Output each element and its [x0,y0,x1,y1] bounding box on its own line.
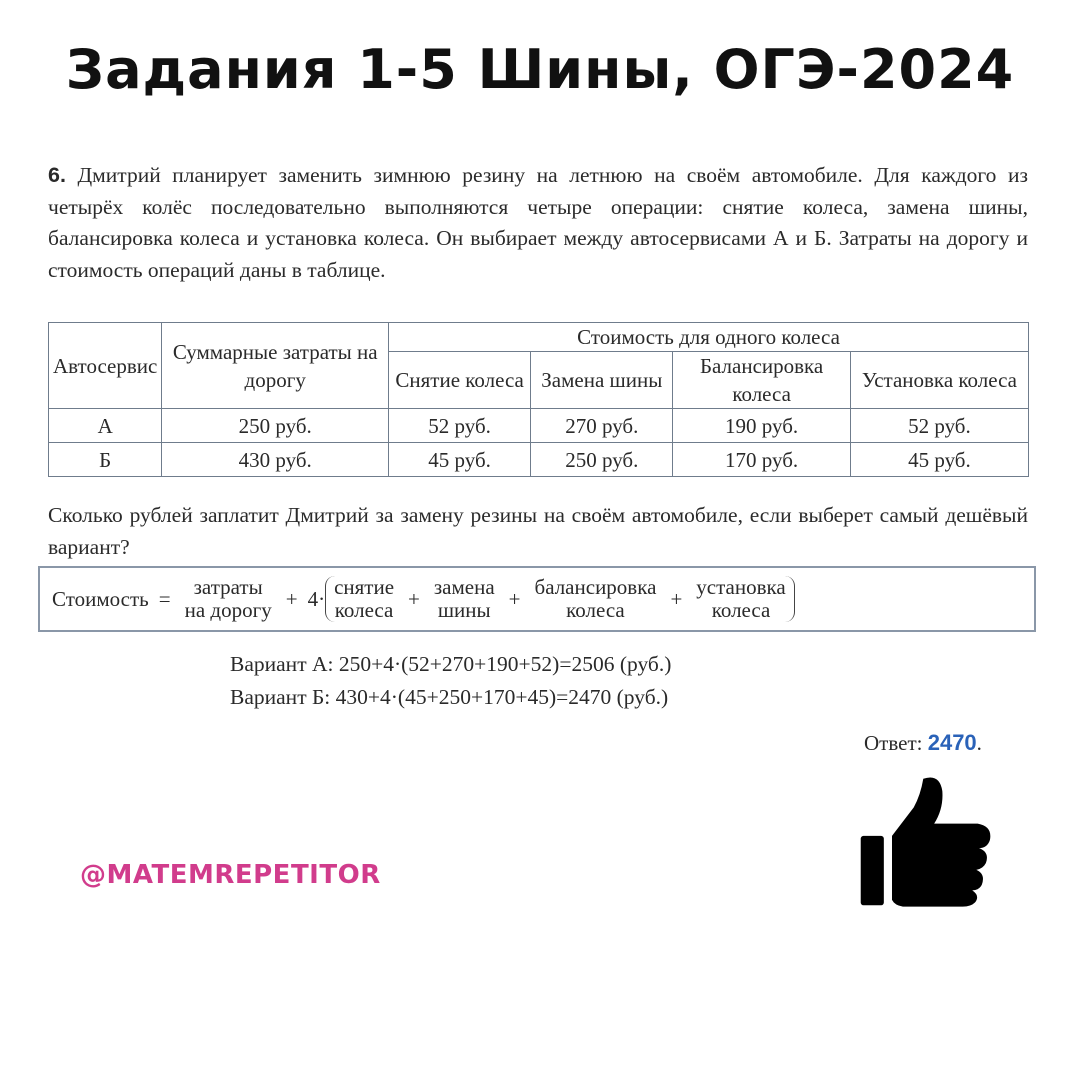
page-title: Задания 1-5 Шины, ОГЭ-2024 [65,38,1015,101]
formula-balance: балансировка колеса [534,575,657,622]
formula-plus: + [285,586,298,611]
cell-balance: 190 руб. [673,409,850,443]
solution-variants [230,648,671,714]
thumbs-up-icon [858,772,994,908]
cell-install: 52 руб. [850,409,1028,443]
header-install: Установка колеса [850,352,1028,409]
cell-tire: 270 руб. [531,409,673,443]
problem-number: 6. [48,163,66,187]
prices-table [48,322,1029,477]
cell-balance: 170 руб. [673,443,850,477]
formula-times: 4· [307,586,326,611]
header-road: Суммарные затраты на дорогу [162,323,389,409]
formula-lhs: Стоимость [52,586,149,611]
header-removal: Снятие колеса [389,352,531,409]
header-balance: Балансировка колеса [673,352,850,409]
formula-install: установка колеса [696,575,786,622]
cell-removal: 52 руб. [389,409,531,443]
cell-service: А [49,409,162,443]
cell-removal: 45 руб. [389,443,531,477]
header-group: Стоимость для одного колеса [389,323,1029,352]
answer-value: 2470 [927,730,977,755]
formula-plus: + [508,586,521,611]
problem-text: Дмитрий планирует заменить зимнюю резину на летнюю на своём автомобиле. Для каждого из четырёх колёс последовательно выполняются четыре операции: снятие колеса, замена шины, балансировка колеса и установка колеса. Он выбирает между автосервисами А и Б. Затраты на дорогу и стоимость операций даны в таблице. [48,163,1028,282]
author-handle[interactable]: @MATEMREPETITOR [80,860,381,890]
formula-tire: замена шины [433,575,495,622]
formula-plus: + [408,586,420,611]
cell-service: Б [49,443,162,477]
problem-statement [48,160,1028,286]
answer-label: Ответ: [864,731,923,755]
formula-road: затраты на дорогу [184,575,272,622]
cell-install: 45 руб. [850,443,1028,477]
answer-period: . [976,731,982,755]
formula-box [38,566,1036,632]
answer [864,730,982,756]
header-tire: Замена шины [531,352,673,409]
cell-road: 430 руб. [162,443,389,477]
formula-removal: снятие колеса [334,575,395,622]
formula-parentheses [325,576,795,622]
variant-b: Вариант Б: 430+4·(45+250+170+45)=2470 (руб.) [230,685,669,709]
cell-tire: 250 руб. [531,443,673,477]
variant-a: Вариант А: 250+4·(52+270+190+52)=2506 (руб.) [230,652,672,676]
cell-road: 250 руб. [162,409,389,443]
formula-equals: = [158,586,171,611]
formula-plus: + [670,586,683,611]
table-row [49,409,1029,443]
question-text: Сколько рублей заплатит Дмитрий за замену резины на своём автомобиле, если выберет самый дешёвый вариант? [48,503,1028,559]
header-service: Автосервис [49,323,162,409]
table-row [49,443,1029,477]
